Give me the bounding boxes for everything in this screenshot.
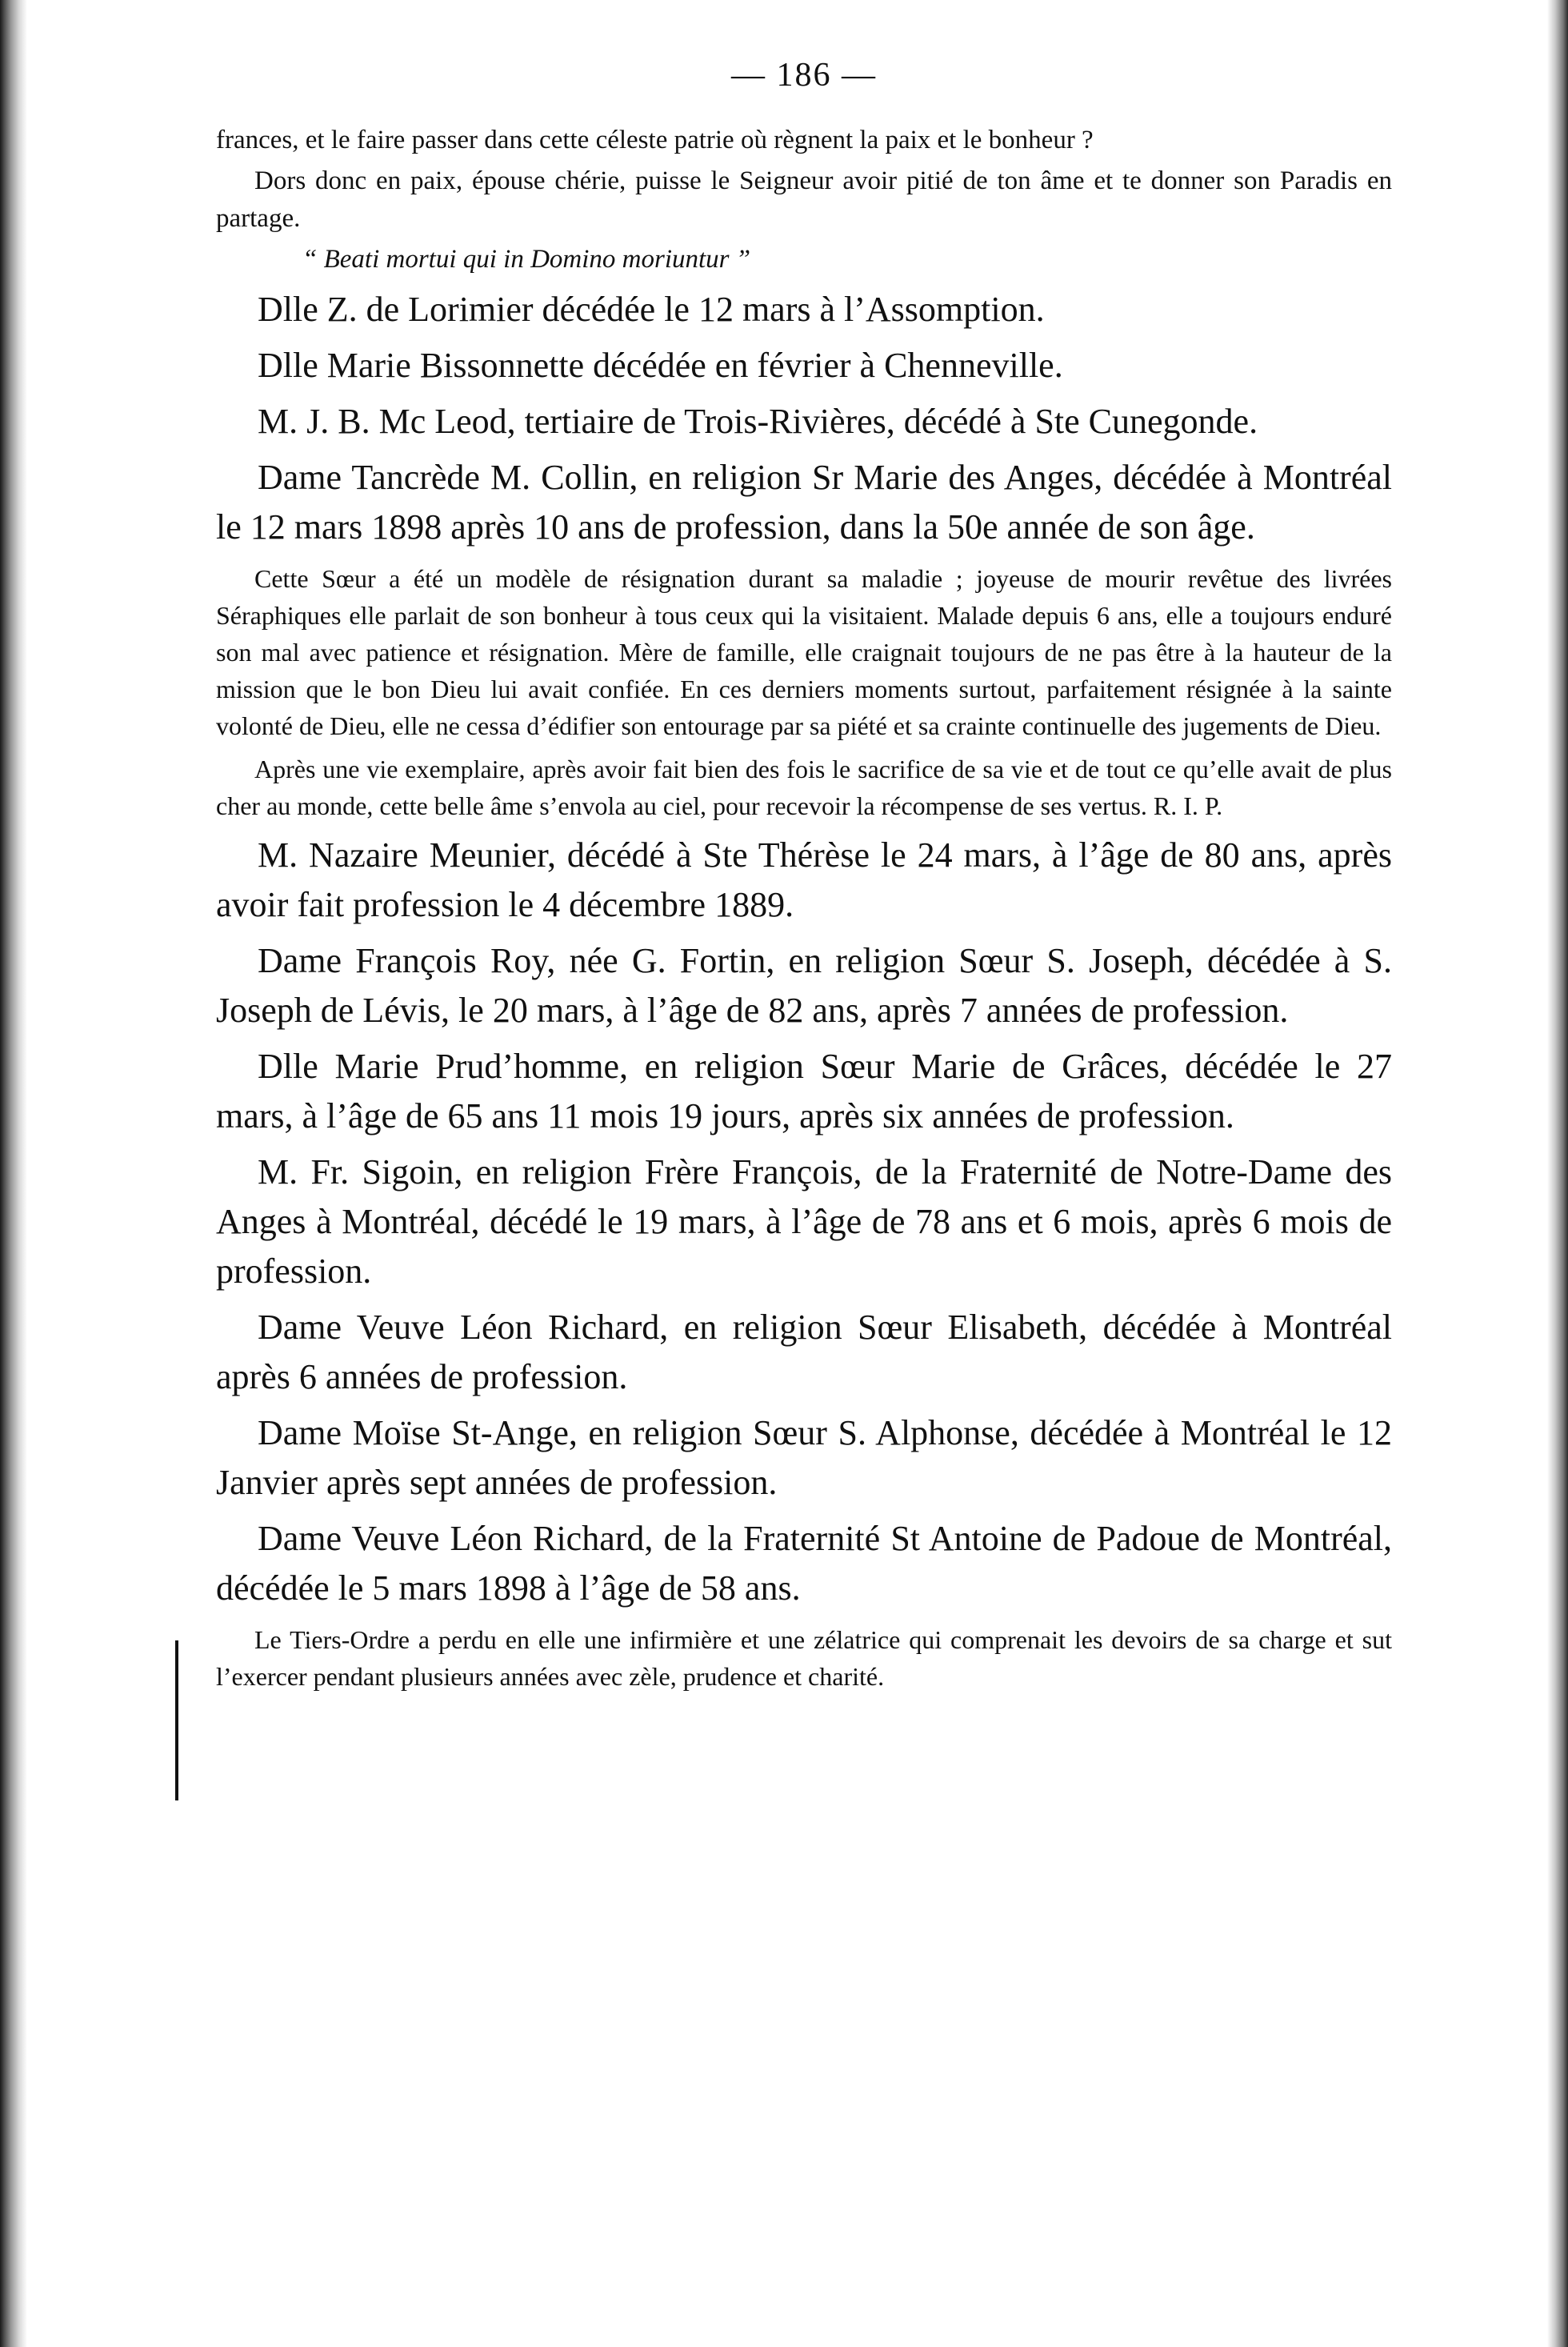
obituary-bissonnette: Dlle Marie Bissonnette décédée en février à Chenneville.	[258, 346, 1063, 385]
latin-quote: “ Beati mortui qui in Domino moriuntur ”	[302, 245, 751, 274]
obituary-prudhomme: Dlle Marie Prud’homme, en religion Sœur Marie de Grâces, décédée le 27 mars, à l’âge de 65 ans 11 mois 19 jours, après six années de profession.	[216, 1047, 1392, 1135]
paragraph-continuation: frances, et le faire passer dans cette céleste patrie où règnent la paix et le bonheur ?	[216, 126, 1094, 154]
obituary-meunier: M. Nazaire Meunier, décédé à Ste Thérèse le 24 mars, à l’âge de 80 ans, après avoir fait profession le 4 décembre 1889.	[216, 835, 1392, 924]
obituary-sigoin: M. Fr. Sigoin, en religion Frère François, de la Fraternité de Notre-Dame des Anges à Montréal, décédé le 19 mars, à l’âge de 78 ans et 6 mois, après 6 mois de profession.	[216, 1152, 1392, 1291]
note-richard-tiers-ordre: Le Tiers-Ordre a perdu en elle une infirmière et une zélatrice qui comprenait les devoirs de sa charge et sut l’exercer pendant plusieurs années avec zèle, prudence et charité.	[216, 1625, 1392, 1691]
obituary-mcleod: M. J. B. Mc Leod, tertiaire de Trois-Rivières, décédé à Ste Cunegonde.	[258, 402, 1258, 441]
page-number: — 186 —	[731, 57, 877, 94]
note-collin-death: Après une vie exemplaire, après avoir fait bien des fois le sacrifice de sa vie et de tout ce qu’elle avait de plus cher au monde, cette belle âme s’envola au ciel, pour recevoir la récompense de ses vertus. R. I. P.	[216, 755, 1392, 820]
note-collin-virtues: Cette Sœur a été un modèle de résignation durant sa maladie ; joyeuse de mourir revêtue des livrées Séraphiques elle parlait de son bonheur à tous ceux qui la visitaient. Malade depuis 6 ans, elle a toujours enduré son mal avec patience et résignation. Mère de famille, elle craignait toujours de ne pas être à la hauteur de la mission que le bon Dieu lui avait confiée. En ces derniers moments surtout, parfaitement résignée à la sainte volonté de Dieu, elle ne cessa d’édifier son entourage par sa piété et sa crainte continuelle des jugements de Dieu.	[216, 564, 1392, 740]
obituary-st-ange: Dame Moïse St-Ange, en religion Sœur S. Alphonse, décédée à Montréal le 12 Janvier après sept années de profession.	[216, 1413, 1392, 1502]
obituary-lorimier: Dlle Z. de Lorimier décédée le 12 mars à l’Assomption.	[258, 290, 1045, 329]
paragraph-prayer: Dors donc en paix, épouse chérie, puisse le Seigneur avoir pitié de ton âme et te donner son Paradis en partage.	[216, 166, 1392, 233]
obituary-richard-padoue: Dame Veuve Léon Richard, de la Fraternité St Antoine de Padoue de Montréal, décédée le 5 mars 1898 à l’âge de 58 ans.	[216, 1519, 1392, 1608]
scan-edge-left	[0, 0, 27, 2347]
obituary-collin: Dame Tancrède M. Collin, en religion Sr Marie des Anges, décédée à Montréal le 12 mars 1898 après 10 ans de profession, dans la 50e année de son âge.	[216, 458, 1392, 547]
scan-edge-right	[1547, 0, 1568, 2347]
page-body	[216, 56, 1392, 1701]
margin-mark	[175, 1640, 178, 1800]
obituary-richard-elisabeth: Dame Veuve Léon Richard, en religion Sœur Elisabeth, décédée à Montréal après 6 années de profession.	[216, 1308, 1392, 1396]
obituary-roy: Dame François Roy, née G. Fortin, en religion Sœur S. Joseph, décédée à S. Joseph de Lévis, le 20 mars, à l’âge de 82 ans, après 7 années de profession.	[216, 941, 1392, 1030]
